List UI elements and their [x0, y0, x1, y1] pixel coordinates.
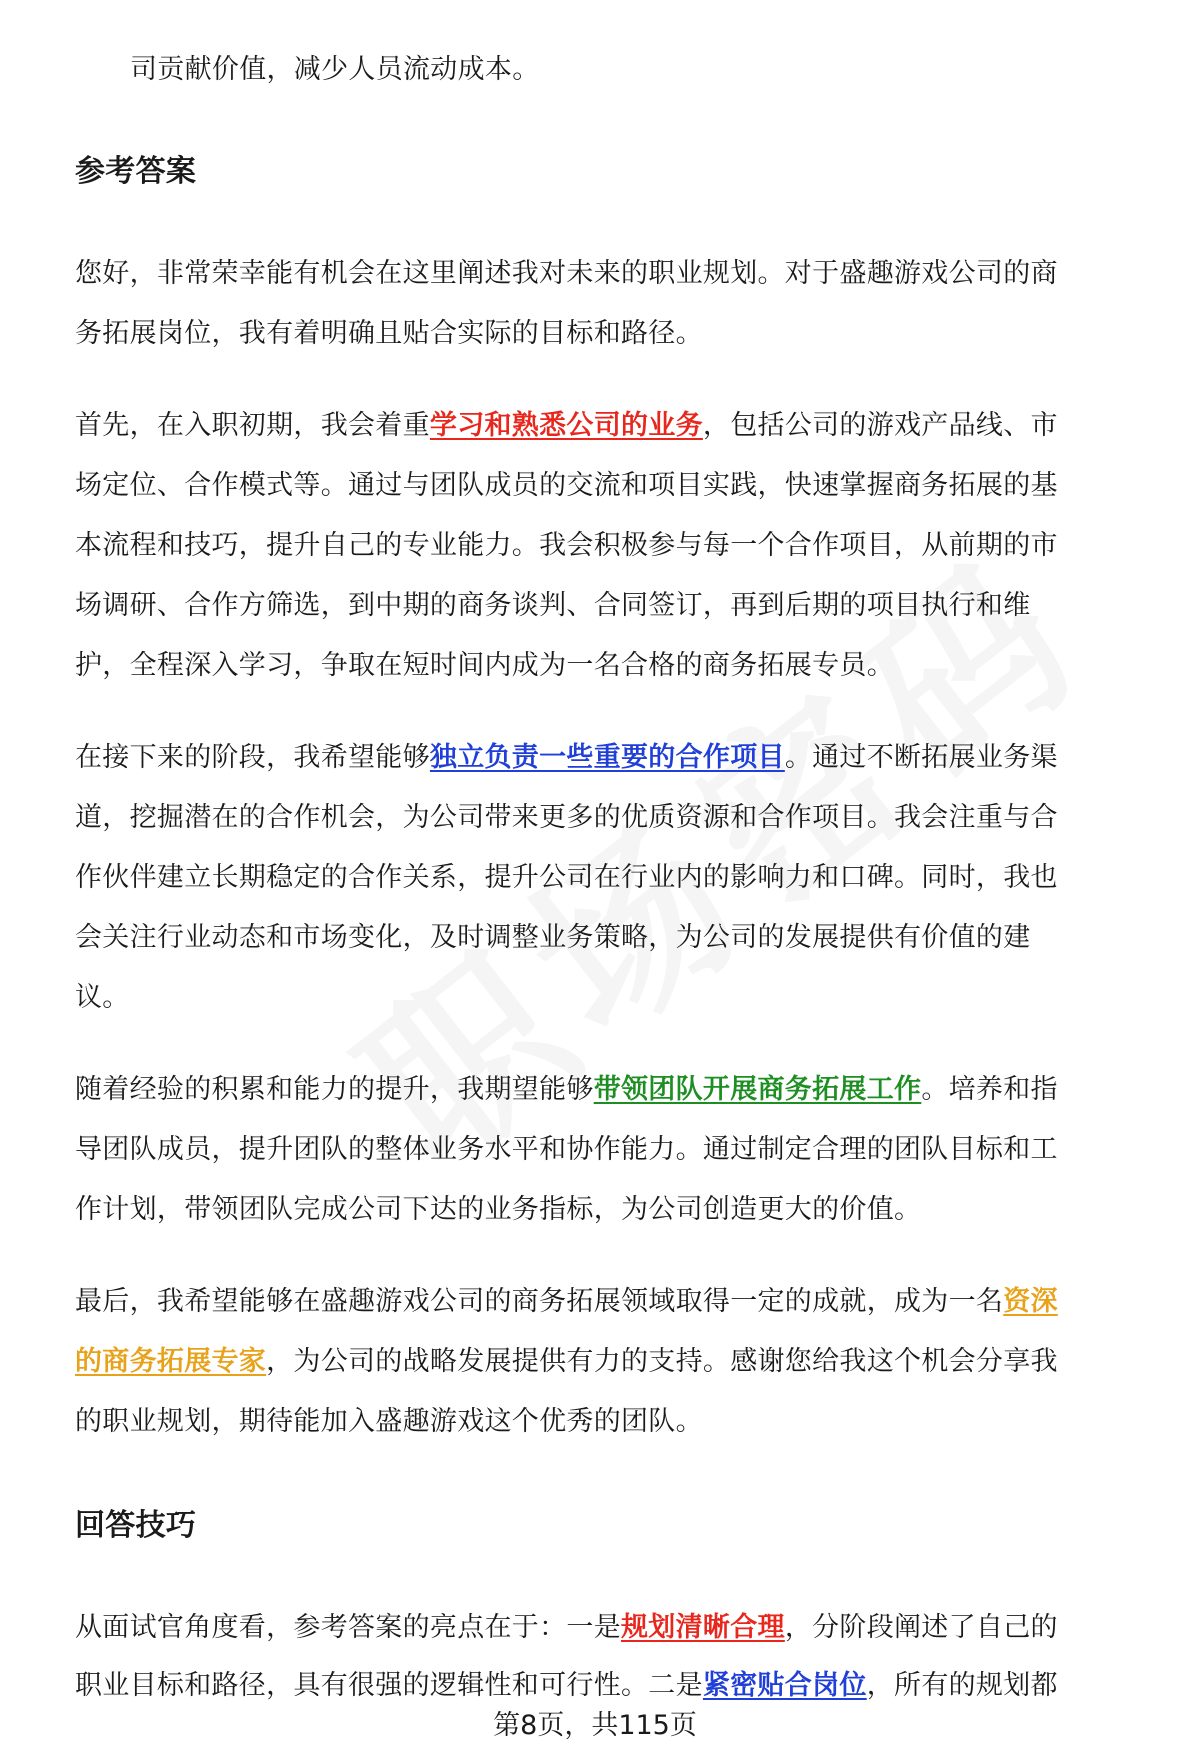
text-span: 从面试官角度看，参考答案的亮点在于：一是 [75, 1612, 621, 1643]
paragraph-line: 导团队成员，提升团队的整体业务水平和协作能力。通过制定合理的团队目标和工 [75, 1134, 1058, 1165]
paragraph-line [75, 738, 1058, 778]
text-span: 。培养和指 [921, 1074, 1058, 1105]
highlight-independent-projects: 独立负责一些重要的合作项目 [429, 742, 785, 773]
highlight-learn-business: 学习和熟悉公司的业务 [429, 410, 703, 441]
paragraph-line: 本流程和技巧，提升自己的专业能力。我会积极参与每一个合作项目，从前期的市 [75, 530, 1058, 561]
text-span: 首先，在入职初期，我会着重 [75, 410, 430, 441]
paragraph-line [75, 1666, 1058, 1706]
text-span: 在接下来的阶段，我希望能够 [75, 742, 430, 773]
paragraph-line: 议。 [75, 982, 130, 1013]
intro-tail-text: 司贡献价值，减少人员流动成本。 [130, 54, 540, 85]
paragraph-line: 务拓展岗位，我有着明确且贴合实际的目标和路径。 [75, 318, 703, 349]
paragraph-line [75, 1342, 1058, 1382]
paragraph-line: 作计划，带领团队完成公司下达的业务指标，为公司创造更大的价值。 [75, 1194, 922, 1225]
paragraph-line: 的职业规划，期待能加入盛趣游戏这个优秀的团队。 [75, 1406, 703, 1437]
text-span: ，分阶段阐述了自己的 [784, 1612, 1058, 1643]
highlight-clear-plan: 规划清晰合理 [621, 1612, 785, 1643]
paragraph-line: 场定位、合作模式等。通过与团队成员的交流和项目实践，快速掌握商务拓展的基 [75, 470, 1058, 501]
paragraph-line [75, 1608, 1058, 1648]
text-span: 最后，我希望能够在盛趣游戏公司的商务拓展领域取得一定的成就，成为一名 [75, 1286, 1004, 1317]
tips-heading: 回答技巧 [75, 1508, 197, 1543]
paragraph-line [75, 1282, 1058, 1322]
text-span: ，包括公司的游戏产品线、市 [702, 410, 1058, 441]
highlight-lead-team: 带领团队开展商务拓展工作 [593, 1074, 922, 1105]
text-span: 职业目标和路径，具有很强的逻辑性和可行性。二是 [75, 1670, 703, 1701]
highlight-senior-expert-part2: 的商务拓展专家 [75, 1346, 267, 1377]
paragraph-line [75, 1070, 1058, 1110]
text-span: ，为公司的战略发展提供有力的支持。感谢您给我这个机会分享我 [266, 1346, 1058, 1377]
highlight-fit-position: 紧密贴合岗位 [702, 1670, 867, 1701]
text-span: ，所有的规划都 [866, 1670, 1058, 1701]
paragraph-line: 道，挖掘潜在的合作机会，为公司带来更多的优质资源和合作项目。我会注重与合 [75, 802, 1058, 833]
paragraph-line: 会关注行业动态和市场变化，及时调整业务策略，为公司的发展提供有价值的建 [75, 922, 1031, 953]
highlight-senior-expert-part1: 资深 [1003, 1286, 1058, 1317]
paragraph-line: 您好，非常荣幸能有机会在这里阐述我对未来的职业规划。对于盛趣游戏公司的商 [75, 258, 1058, 289]
text-span: 。通过不断拓展业务渠 [784, 742, 1058, 773]
paragraph-line [75, 406, 1058, 446]
paragraph-line: 场调研、合作方筛选，到中期的商务谈判、合同签订，再到后期的项目执行和维 [75, 590, 1031, 621]
answer-heading: 参考答案 [75, 154, 197, 189]
paragraph-line: 护，全程深入学习，争取在短时间内成为一名合格的商务拓展专员。 [75, 650, 894, 681]
text-span: 随着经验的积累和能力的提升，我期望能够 [75, 1074, 594, 1105]
page-number-footer: 第8页，共115页 [493, 1710, 697, 1741]
paragraph-line: 作伙伴建立长期稳定的合作关系，提升公司在行业内的影响力和口碑。同时，我也 [75, 862, 1058, 893]
